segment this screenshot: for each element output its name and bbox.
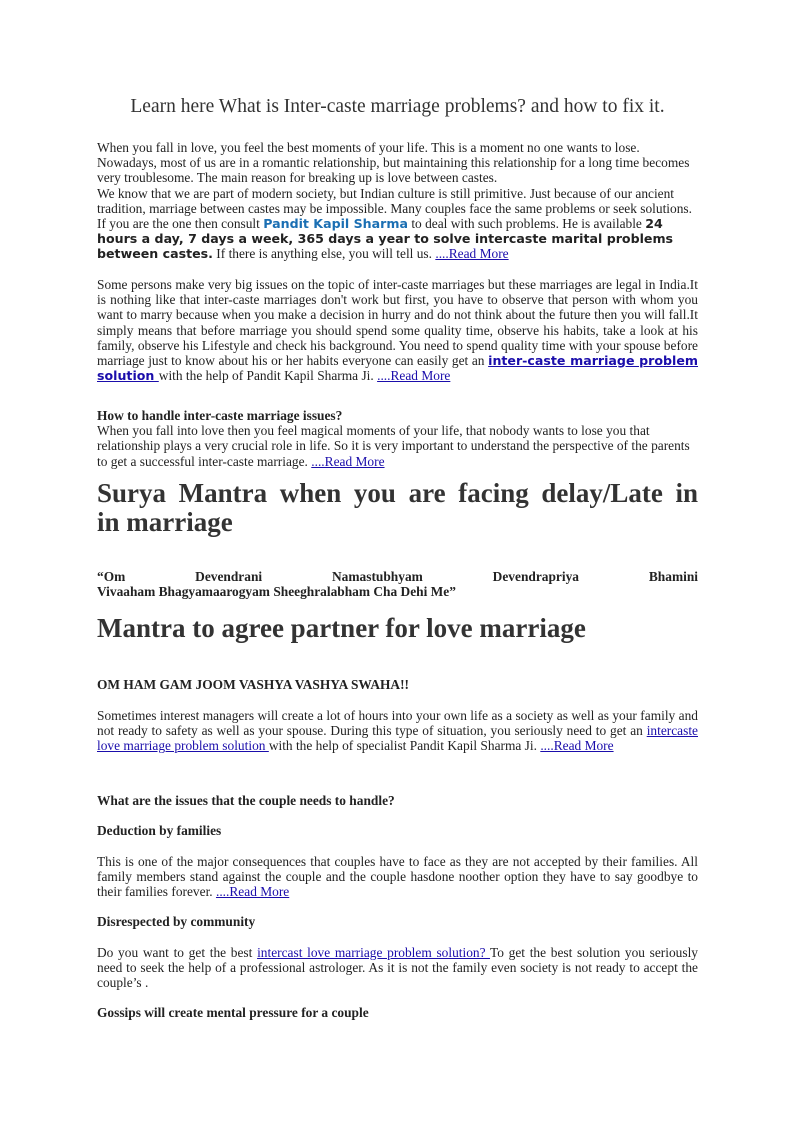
- intercast-love-solution-link[interactable]: intercast love marriage problem solution?: [257, 945, 491, 960]
- deduction-paragraph: [97, 854, 698, 900]
- surya-heading-line1: Surya Mantra when you are facing delay/Late in: [97, 479, 698, 508]
- issues-heading: What are the issues that the couple needs to handle?: [97, 793, 395, 808]
- intro-text-c: to deal with such problems. He is available: [407, 216, 646, 232]
- disrespect-text-a: Do you want to get the best: [97, 945, 258, 960]
- read-more-link-4[interactable]: ....Read More: [540, 738, 614, 754]
- legal-text-a: Some persons make very big issues on the topic of inter-caste marriages but these marriages are legal in India.It is nothing like that inter-caste marriages don't work but first, you have to observe that person with whom you want to marry because when you make a decision in hurry and do not think about the future then you will fall.It simply means that before marriage you should spend some quality time, observe his habits, take a look at his family, observe his Lifestyle and check his background. You need to spend quality time with your spouse before marriage just to know about his or her habits everyone can easily get an: [97, 277, 698, 369]
- interest-text-b: with the help of specialist Pandit Kapil Sharma Ji.: [268, 738, 541, 754]
- read-more-link-1[interactable]: ....Read More: [435, 246, 509, 262]
- read-more-link-5[interactable]: ....Read More: [215, 884, 290, 900]
- intro-text-d: If there is anything else, you will tell us.: [212, 246, 436, 262]
- gossips-heading: Gossips will create mental pressure for a couple: [97, 1005, 369, 1020]
- handle-heading: How to handle inter-caste marriage issues?: [97, 408, 343, 423]
- deduction-text: This is one of the major consequences that couples have to face as they are not accepted by their families. All family members stand against the couple and the couple hasdone noother option they have to say goodbye to their families forever.: [97, 854, 698, 900]
- disrespect-text-b: To get the best solution you seriously need to seek the help of a professional astrologer. As it is not the family even society is not ready to accept the couple’s .: [97, 945, 699, 991]
- surya-heading-line2: in marriage: [97, 507, 233, 537]
- read-more-link-3[interactable]: ....Read More: [311, 453, 385, 469]
- legal-text-b: with the help of Pandit Kapil Sharma Ji.: [158, 368, 378, 384]
- interest-text-a: Sometimes interest managers will create a lot of hours into your own life as a society as well as your family and not ready to safety as well as your spouse. During this type of situation, you seriously need to get an: [97, 708, 698, 739]
- love-mantra-text: OM HAM GAM JOOM VASHYA VASHYA SWAHA!!: [97, 677, 409, 692]
- surya-mantra-line1: “Om Devendrani Namastubhyam Devendrapriya Bhamini: [97, 569, 698, 584]
- intro-text-a: When you fall in love, you feel the best moments of your life. This is a moment no one wants to lose. Nowadays, most of us are in a romantic relationship, but maintaining this relationship for a long time becomes very troublesome. The main reason for breaking up is love between castes.: [97, 140, 690, 186]
- interest-paragraph: [97, 708, 698, 754]
- page-title: Learn here What is Inter-caste marriage problems? and how to fix it.: [130, 96, 665, 117]
- availability-text: 24 hours a day, 7 days a week, 365 days a year to solve intercaste marital problems between castes.: [97, 216, 674, 262]
- handle-section: [97, 408, 698, 469]
- astrologer-name: Pandit Kapil Sharma: [263, 216, 408, 232]
- handle-text: When you fall into love then you feel magical moments of your life, that nobody wants to lose you that relationship plays a very crucial role in life. So it is very important to understand the perspective of the parents to get a successful inter-caste marriage.: [97, 423, 690, 469]
- intercaste-love-solution-link[interactable]: intercaste love marriage problem solution: [97, 723, 698, 754]
- inter-caste-solution-link[interactable]: inter-caste marriage problem solution: [97, 353, 699, 384]
- intro-paragraph: [97, 140, 698, 262]
- read-more-link-2[interactable]: ....Read More: [377, 368, 451, 384]
- intro-text-b: We know that we are part of modern society, but Indian culture is still primitive. Just because of our ancient tradition, marriage between castes may be impossible. Many couples face the same problems or seek solutions. If you are the one then consult: [97, 185, 692, 232]
- love-mantra-heading: Mantra to agree partner for love marriage: [97, 613, 586, 643]
- legal-paragraph: [97, 277, 698, 383]
- disrespect-paragraph: [97, 945, 698, 991]
- surya-mantra-line2: Vivaaham Bhagyamaarogyam Sheeghralabham Cha Dehi Me”: [97, 584, 456, 599]
- deduction-heading: Deduction by families: [97, 823, 222, 838]
- disrespect-heading: Disrespected by community: [97, 914, 256, 929]
